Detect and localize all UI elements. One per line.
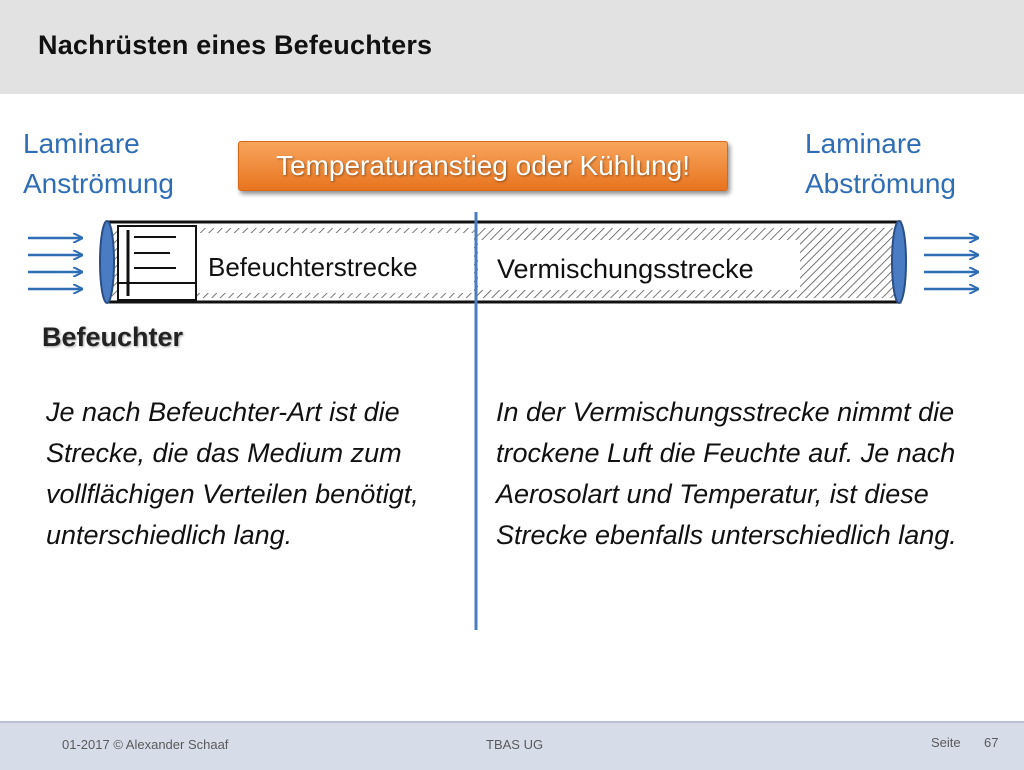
warning-callout: Temperaturanstieg oder Kühlung! (238, 141, 728, 191)
mixing-section-label: Vermischungsstrecke (497, 254, 754, 284)
outflow-label-line-2: Abströmung (805, 168, 956, 199)
inflow-label-line-2: Anströmung (23, 168, 174, 199)
text-right: In der Vermischungsstrecke nimmt die trockene Luft die Feuchte auf. Je nach Aerosolart und Temperatur, ist diese Strecke ebenfalls unterschiedlich lang. (496, 397, 957, 550)
outlet-cap (892, 221, 906, 303)
inflow-arrows (28, 238, 82, 289)
footer-page-number: 67 (984, 735, 999, 750)
humidifier-device (118, 226, 196, 300)
humidifier-section-label: Befeuchterstrecke (208, 252, 418, 282)
footer-page-label: Seite (931, 735, 961, 750)
footer-company: TBAS UG (486, 737, 544, 752)
text-left: Je nach Befeuchter-Art ist die Strecke, die das Medium zum vollflächigen Verteilen benötigt, unterschiedlich lang. (46, 397, 419, 550)
outflow-label-line-1: Laminare (805, 128, 922, 159)
device-label: Befeuchter (42, 322, 184, 352)
footer-author: 01-2017 © Alexander Schaaf (62, 737, 229, 752)
slide-footer (0, 721, 1024, 770)
outflow-arrows (924, 238, 978, 289)
inflow-label-line-1: Laminare (23, 128, 140, 159)
inlet-cap (100, 221, 114, 303)
slide-title: Nachrüsten eines Befeuchters (38, 30, 433, 60)
